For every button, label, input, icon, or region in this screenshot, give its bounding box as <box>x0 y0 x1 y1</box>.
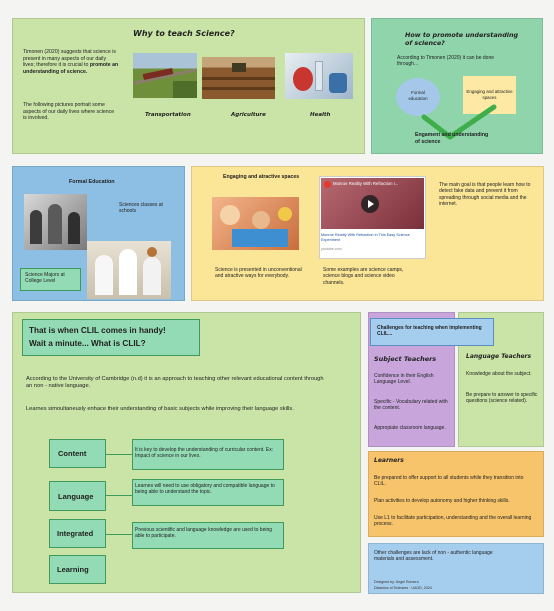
subject-item-3: Appropiate classroom language. <box>374 425 446 431</box>
other-challenges-text: Other challenges are lack of non - authentic language materials and assessment. <box>374 550 493 563</box>
classroom-photo <box>24 194 87 250</box>
credit-line-1: Designed by: Angel Romero <box>374 580 419 584</box>
clil-heading-line-2: Wait a minute... What is CLIL? <box>29 339 146 348</box>
science-camp-photo <box>212 197 299 250</box>
caption-agriculture: Agriculture <box>231 112 266 118</box>
subject-item-2: Specific - Vocabulary related with the content. <box>374 399 448 412</box>
connector-integrated <box>106 534 132 535</box>
video-caption[interactable]: Monroe Reality With Refraction in This Easy Science Experiment <box>321 233 410 242</box>
engaging-spaces-label: Engaging and attractive spaces <box>466 89 513 100</box>
learners-item-2: Plan activities to develop autonomy and higher thinking skills. <box>374 498 510 504</box>
clil-panel <box>12 312 361 593</box>
play-button[interactable] <box>361 195 379 213</box>
desc-language: Learnes will need to use obligatory and compatible language to being able to understand the topic. <box>135 483 275 496</box>
why-panel <box>12 18 365 154</box>
desc-integrated: Previous scientific and language knowledge are used to being able to participate. <box>135 527 273 540</box>
label-content: Content <box>58 449 87 458</box>
spaces-examples-text: Some examples are science camps, science blogs and science video channels. <box>323 267 404 286</box>
connector-language <box>106 495 132 496</box>
learners-item-1: Be prepared to offer support to all students while they transition into CLIL. <box>374 475 524 488</box>
spaces-unconventional-text: Science is presented in unconventional and atractive ways for everybody. <box>215 267 302 280</box>
challenges-title: Challenges for teaching when implementing CLIL... <box>377 325 482 338</box>
health-photo <box>285 53 353 99</box>
agriculture-photo <box>202 57 275 99</box>
connector-content <box>106 454 132 455</box>
promote-panel <box>371 18 543 154</box>
caption-transportation: Transportation <box>145 112 191 118</box>
formal-panel <box>12 166 185 301</box>
spaces-goal-text: The main goal is that people learn how to detect fake data and prevent it from spreading through social media and the internet. <box>439 182 531 207</box>
label-integrated: Integrated <box>57 529 94 538</box>
science-majors-text: Science Majors at College Level <box>25 272 65 285</box>
transportation-photo <box>133 53 197 98</box>
clil-learners-text: Learnes simoultaneusly enhace their understanding of basic subjects while improving their language skills. <box>26 406 294 412</box>
why-paragraph-1 <box>23 49 119 75</box>
video-source: youtube.com <box>321 247 342 251</box>
subject-item-1: Confidence in their English Language Level. <box>374 373 434 386</box>
promote-title: How to promote understanding of science? <box>405 31 519 47</box>
desc-content: It is key to develop the understanding of curricular content. Ex: Impact of science in our lives. <box>135 447 274 460</box>
formal-education-label: Formal education <box>408 90 428 101</box>
subject-teachers-heading: Subject Teachers <box>374 355 437 363</box>
language-item-1: Knowledge about the subject. <box>466 371 532 377</box>
language-item-2: Be prepare to answer to specific questions (science related). <box>466 392 538 405</box>
youtube-logo-icon <box>324 181 331 188</box>
play-icon <box>368 200 374 208</box>
formal-title: Formal Education <box>69 179 115 185</box>
why-title: Why to teach Science? <box>133 29 235 38</box>
learners-heading: Learners <box>374 457 404 464</box>
learners-item-3: Use L1 to facilitate participation, understanding and the overall learning process. <box>374 515 532 528</box>
credit-line-2: Didactics of Sciences · UAGD, 2024 <box>374 586 432 590</box>
spaces-panel <box>191 166 544 301</box>
promote-result: Engament and understanding of science <box>415 132 489 145</box>
label-language: Language <box>58 492 94 501</box>
clil-heading-line-1: That is when CLIL comes in handy! <box>29 326 166 335</box>
why-paragraph-2: The following pictures portrait some aspects of our daily lives where science is involved. <box>23 102 115 121</box>
why-p1-text: Timonen (2020) suggests that science is present in many aspects of our daily lives; therefore it is crucial to <box>23 49 116 68</box>
label-learning: Learning <box>57 565 89 574</box>
language-teachers-heading: Language Teachers <box>466 353 532 360</box>
lab-students-photo <box>87 241 171 299</box>
clil-heading-box <box>22 319 200 356</box>
video-title[interactable]: Monroe Reality With Refraction I... <box>333 181 399 186</box>
spaces-title: Engaging and atractive spaces <box>223 174 300 180</box>
clil-definition: According to the University of Cambridge (n.d) it is an approach to teaching other relevant educational content through an non - native language. <box>26 376 324 390</box>
promote-intro: According to Timonen (2020) it can be done through... <box>397 55 495 68</box>
formal-classes-text: Sciences classes at schools <box>119 202 163 215</box>
caption-health: Health <box>310 112 331 118</box>
why-p1-bold: promote an understanding of science. <box>23 62 119 75</box>
